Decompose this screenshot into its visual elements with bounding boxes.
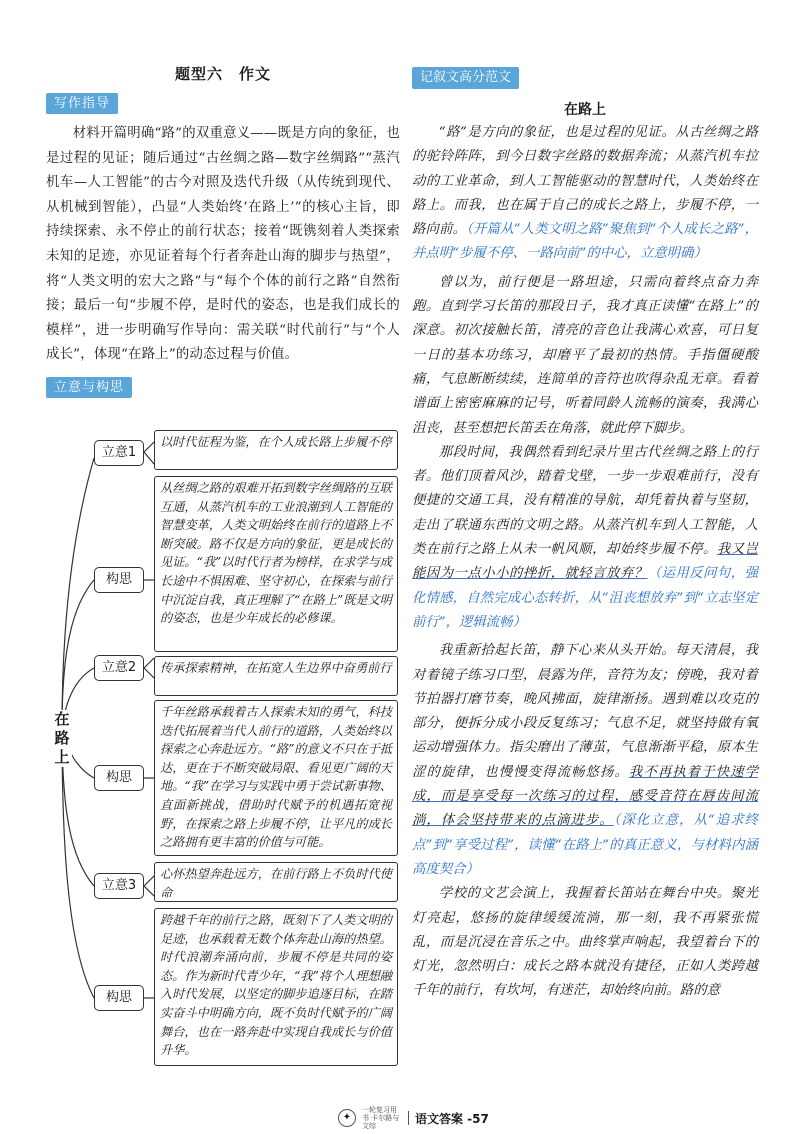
essay-paragraph (412, 121, 758, 267)
concept-tag: 立意与构思 (46, 377, 132, 398)
essay-title: 在路上 (564, 102, 606, 118)
essay-body (412, 121, 758, 1004)
outline-3-text: 跨越千年的前行之路，既刻下了人类文明的足迹，也承载着无数个体奔赴山海的热望。时代浪潮奔涌向前，步履不停是共同的姿态。作为新时代青少年，“我”将个人理想融入时代发展，以坚定的脚步追逐目标，在踏实奋斗中明确方向，既不负时代赋予的广阔舞台，也在一路奔赴中实现自我成长与价值升华。 (154, 908, 398, 1066)
essay-text: 学校的文艺会演上，我握着长笛站在舞台中央。聚光灯亮起，悠扬的旋律缓缓流淌，那一刻，我不再紧张慌乱，而是沉浸在音乐之中。曲终掌声响起，我望着台下的灯光，忽然明白：成长之路本就没有捷径，正如人类跨越千年的前行，有坎坷，有迷茫，却始终向前。路的意 (412, 886, 758, 999)
mindmap-root: 在路上 (52, 710, 72, 767)
concept-2-text: 传承探索精神，在拓宽人生边界中奋勇前行 (154, 656, 398, 696)
concept-2-label: 立意2 (94, 655, 144, 681)
essay-paragraph (412, 882, 758, 1003)
essay-paragraph (412, 639, 758, 882)
outline-2-label: 构思 (94, 765, 144, 791)
essay-annotation: （深化立意，从“追求终点”到“享受过程”，读懂“在路上”的真正意义，与材料内涵高度契合） (412, 813, 758, 877)
essay-text: 我重新拾起长笛，静下心来从头开始。每天清晨，我对着镜子练习口型，晨露为伴，音符为友；傍晚，我对着节拍器打磨节奏，晚风拂面，旋律渐扬。遇到难以攻克的部分，便拆分成小段反复练习；气息不足，就坚持做有氧运动增强体力。指尖磨出了薄茧，气息渐渐平稳，原本生涩的旋律，也慢慢变得流畅悠扬。 (412, 643, 758, 780)
brand-name: 一轮复习用书 卡尔路与文综 (362, 1106, 400, 1130)
essay-underlined: 我又岂能因为一点小小的挫折，就轻言放弃？ (412, 542, 758, 582)
brand-logo-icon: ✦ (338, 1109, 356, 1127)
page-number: 语文答案 -57 (415, 1111, 489, 1126)
left-column (46, 62, 400, 402)
essay-paragraph (412, 441, 758, 635)
essay-annotation: （开篇从“人类文明之路”聚焦到“个人成长之路”，并点明“步履不停、一路向前”的中心，立意明确） (412, 222, 759, 262)
concept-3-label: 立意3 (94, 873, 144, 899)
outline-1-text: 从丝绸之路的艰难开拓到数字丝绸路的互联互通，从蒸汽机车的工业浪潮到人工智能的智慧变革，人类文明始终在前行的道路上不断突破。路不仅是方向的象征，更是成长的见证。“我”以时代行者为榜样，在求学与成长途中不惧困难、坚守初心，在探索与前行中沉淀自我，真正理解了“在路上”既是文明的姿态，也是少年成长的必修课。 (154, 476, 398, 652)
outline-1-label: 构思 (94, 567, 144, 593)
essay-paragraph (412, 271, 758, 441)
essay-text: 那段时间，我偶然看到纪录片里古代丝绸之路上的行者。他们顶着风沙，踏着戈壁，一步一步艰难前行，没有便捷的交通工具，没有精准的导航，却凭着执着与坚韧，走出了联通东西的文明之路。从蒸汽机车到人工智能，人类在前行之路上从未一帆风顺，却始终步履不停。 (412, 444, 758, 558)
outline-3-label: 构思 (94, 985, 144, 1011)
essay-underlined: 我不再执着于快速学成，而是享受每一次练习的过程，感受音符在唇齿间流淌，体会坚持带来的点滴进步。 (412, 764, 759, 829)
essay-text: “路”是方向的象征，也是过程的见证。从古丝绸之路的驼铃阵阵，到今日数字丝路的数据奔流；从蒸汽机车拉动的工业革命，到人工智能驱动的智慧时代，人类始终在路上。而我，也在属于自己的成长之路上，步履不停，一路向前。 (412, 125, 758, 238)
concept-1-text: 以时代征程为鉴，在个人成长路上步履不停 (154, 430, 398, 470)
writing-guide-tag: 写作指导 (46, 93, 118, 114)
outline-2-text: 千年丝路承载着古人探索未知的勇气，科技迭代拓展着当代人前行的道路，人类始终以探索之心奔赴远方。“路”的意义不只在于抵达，更在于不断突破局限、看见更广阔的天地。“我”在学习与实践中勇于尝试新事物、直面新挑战，借助时代赋予的机遇拓宽视野，在探索之路上步履不停，让平凡的成长之路拥有更丰富的价值与可能。 (154, 700, 398, 856)
writing-guide-text: 材料开篇明确“路”的双重意义——既是方向的象征，也是过程的见证；随后通过“古丝绸之路—数字丝绸路”“蒸汽机车—人工智能”的古今对照及迭代升级（从传统到现代、从机械到智能），凸显“人类始终‘在路上’”的核心主旨，即持续探索、永不停止的前行状态；接着“既镌刻着人类探索未知的足迹，亦见证着每个行者奔赴山海的脚步与热望”，将“人类文明的宏大之路”与“每个个体的前行之路”自然衔接；最后一句“步履不停，是时代的姿态，也是我们成长的模样”，进一步明确写作导向：需关联“时代前行”与“个人成长”，体现“在路上”的动态过程与价值。 (46, 126, 400, 363)
model-essay-tag: 记叙文高分范文 (412, 67, 519, 89)
footer-divider (408, 1111, 409, 1125)
essay-annotation: （运用反问句，强化情感，自然完成心态转折，从“沮丧想放弃”到“立志坚定前行”，逻辑流畅） (412, 566, 759, 630)
section-heading: 题型六 作文 (174, 65, 271, 83)
essay-text: 曾以为，前行便是一路坦途，只需向着终点奋力奔跑。直到学习长笛的那段日子，我才真正读懂“在路上”的深意。初次接触长笛，清亮的音色让我满心欢喜，可日复一日的基本功练习，却磨平了最初的热情。手指僵硬酸痛，气息断断续续，连简单的音符也吹得杂乱无章。看着谱面上密密麻麻的记号，听着同龄人流畅的演奏，我满心沮丧，甚至想把长笛丢在角落，就此停下脚步。 (412, 274, 758, 436)
concept-1-label: 立意1 (94, 440, 144, 466)
page-footer (338, 1108, 489, 1128)
right-column (412, 66, 758, 1004)
concept-3-text: 心怀热望奔赴远方，在前行路上不负时代使命 (154, 862, 398, 902)
concept-mindmap (46, 428, 400, 1068)
